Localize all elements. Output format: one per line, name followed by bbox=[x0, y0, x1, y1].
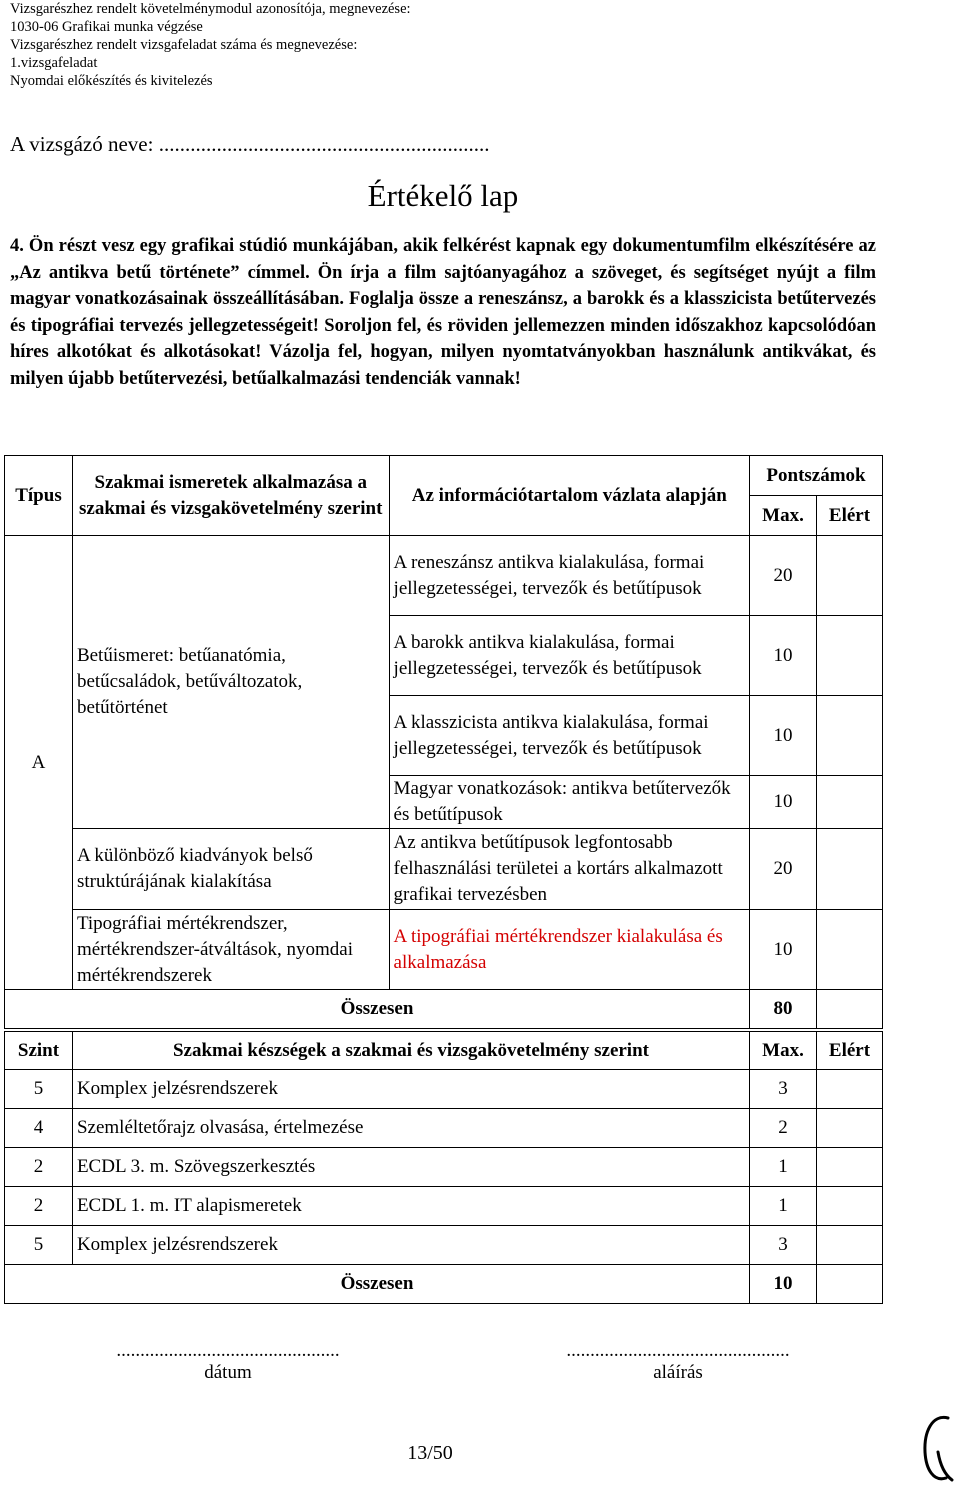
max-cell: 1 bbox=[750, 1187, 817, 1226]
table-row bbox=[5, 1226, 883, 1265]
achieved-cell bbox=[817, 1070, 883, 1109]
table-row bbox=[5, 829, 883, 910]
knowledge-cell: Tipográfiai mértékrendszer, mértékrendszer-átváltások, nyomdai mértékrendszerek bbox=[72, 910, 389, 990]
max-cell: 10 bbox=[750, 696, 817, 776]
achieved-cell bbox=[817, 696, 883, 776]
header-line: Vizsgarészhez rendelt vizsgafeladat száma és megnevezése: bbox=[10, 37, 358, 53]
handwritten-mark-icon bbox=[918, 1412, 956, 1488]
achieved-cell bbox=[817, 1187, 883, 1226]
table-row bbox=[5, 1148, 883, 1187]
max-cell: 20 bbox=[750, 829, 817, 910]
skill-cell: ECDL 1. m. IT alapismeretek bbox=[72, 1187, 749, 1226]
level-cell: 2 bbox=[5, 1148, 73, 1187]
header-info: Az információtartalom vázlata alapján bbox=[389, 456, 750, 536]
header-type: Típus bbox=[5, 456, 73, 536]
skill-cell: Komplex jelzésrendszerek bbox=[72, 1226, 749, 1265]
info-cell: A tipográfiai mértékrendszer kialakulása és alkalmazása bbox=[389, 910, 750, 990]
header-points: Pontszámok bbox=[750, 456, 883, 496]
achieved-cell bbox=[817, 910, 883, 990]
page-title: Értékelő lap bbox=[367, 178, 519, 213]
max-cell: 3 bbox=[750, 1226, 817, 1265]
max-cell: 10 bbox=[750, 616, 817, 696]
signature-label: aláírás bbox=[653, 1362, 703, 1383]
skill-cell: ECDL 3. m. Szövegszerkesztés bbox=[72, 1148, 749, 1187]
info-cell: A barokk antikva kialakulása, formai jellegzetességei, tervezők és betűtípusok bbox=[389, 616, 750, 696]
max-cell: 3 bbox=[750, 1070, 817, 1109]
signature-dots: ............................................... bbox=[566, 1340, 790, 1361]
header-max: Max. bbox=[750, 1032, 817, 1070]
header-max: Max. bbox=[750, 496, 817, 536]
header-line: Vizsgarészhez rendelt követelménymodul azonosítója, megnevezése: bbox=[10, 1, 411, 17]
header-knowledge: Szakmai ismeretek alkalmazása a szakmai és vizsgakövetelmény szerint bbox=[72, 456, 389, 536]
achieved-cell bbox=[817, 536, 883, 616]
total-label: Összesen bbox=[5, 1265, 750, 1304]
max-cell: 20 bbox=[750, 536, 817, 616]
table-row bbox=[5, 1070, 883, 1109]
total-label: Összesen bbox=[5, 990, 750, 1029]
knowledge-cell: Betűismeret: betűanatómia, betűcsaládok, betűváltozatok, betűtörténet bbox=[72, 536, 389, 829]
examinee-name-line: A vizsgázó neve: ............................................................... bbox=[10, 132, 490, 156]
knowledge-table bbox=[4, 455, 883, 1029]
achieved-cell bbox=[817, 776, 883, 829]
total-achieved bbox=[817, 990, 883, 1029]
info-cell: A klasszicista antikva kialakulása, formai jellegzetességei, tervezők és betűtípusok bbox=[389, 696, 750, 776]
info-cell: A reneszánsz antikva kialakulása, formai jellegzetességei, tervezők és betűtípusok bbox=[389, 536, 750, 616]
header-line: Nyomdai előkészítés és kivitelezés bbox=[10, 73, 213, 89]
achieved-cell bbox=[817, 1109, 883, 1148]
signature-block bbox=[533, 1340, 823, 1384]
total-max: 10 bbox=[750, 1265, 817, 1304]
date-signature-block bbox=[83, 1340, 373, 1384]
header-line: 1.vizsgafeladat bbox=[10, 55, 98, 71]
level-cell: 2 bbox=[5, 1187, 73, 1226]
total-row bbox=[5, 1265, 883, 1304]
achieved-cell bbox=[817, 1226, 883, 1265]
total-row bbox=[5, 990, 883, 1029]
header-line: 1030-06 Grafikai munka végzése bbox=[10, 19, 203, 35]
max-cell: 10 bbox=[750, 910, 817, 990]
skill-cell: Szemléltetőrajz olvasása, értelmezése bbox=[72, 1109, 749, 1148]
header-skills: Szakmai készségek a szakmai és vizsgakövetelmény szerint bbox=[72, 1032, 749, 1070]
level-cell: 5 bbox=[5, 1226, 73, 1265]
type-cell: A bbox=[5, 536, 73, 990]
header-level: Szint bbox=[5, 1032, 73, 1070]
knowledge-cell: A különböző kiadványok belső struktúrájának kialakítása bbox=[72, 829, 389, 910]
header-block bbox=[10, 0, 411, 90]
date-dots: ............................................... bbox=[116, 1340, 340, 1361]
header-achieved: Elért bbox=[817, 1032, 883, 1070]
info-cell: Magyar vonatkozások: antikva betűtervezők és betűtípusok bbox=[389, 776, 750, 829]
achieved-cell bbox=[817, 616, 883, 696]
table-row bbox=[5, 1109, 883, 1148]
total-max: 80 bbox=[750, 990, 817, 1029]
level-cell: 4 bbox=[5, 1109, 73, 1148]
achieved-cell bbox=[817, 829, 883, 910]
max-cell: 1 bbox=[750, 1148, 817, 1187]
max-cell: 2 bbox=[750, 1109, 817, 1148]
table-row bbox=[5, 1187, 883, 1226]
max-cell: 10 bbox=[750, 776, 817, 829]
skills-table bbox=[4, 1031, 883, 1304]
achieved-cell bbox=[817, 1148, 883, 1187]
task-description: 4. Ön részt vesz egy grafikai stúdió munkájában, akik felkérést kapnak egy dokumentumfilm elkészítésére az „Az antikva betű története” címmel. Ön írja a film sajtóanyagához a szöveget, és segítséget nyújt a film magyar vonatkozásainak összeállításában. Foglalja össze a reneszánsz, a barokk és a klasszicista betűtervezés és tipográfiai tervezés jellegzetességeit! Soroljon fel, és röviden jellemezzen minden időszakhoz kapcsolódóan híres alkotókat és alkotásokat! Vázolja fel, hogyan, milyen nyomtatványokban használunk antikvákat, és milyen újabb betűtervezési, betűalkalmazási tendenciák vannak! bbox=[10, 236, 876, 389]
table-row bbox=[5, 910, 883, 990]
skill-cell: Komplex jelzésrendszerek bbox=[72, 1070, 749, 1109]
header-achieved: Elért bbox=[817, 496, 883, 536]
date-label: dátum bbox=[204, 1362, 252, 1383]
level-cell: 5 bbox=[5, 1070, 73, 1109]
total-achieved bbox=[817, 1265, 883, 1304]
page-number: 13/50 bbox=[407, 1442, 453, 1464]
table-row bbox=[5, 536, 883, 616]
info-cell: Az antikva betűtípusok legfontosabb felhasználási területei a kortárs alkalmazott grafikai tervezésben bbox=[389, 829, 750, 910]
